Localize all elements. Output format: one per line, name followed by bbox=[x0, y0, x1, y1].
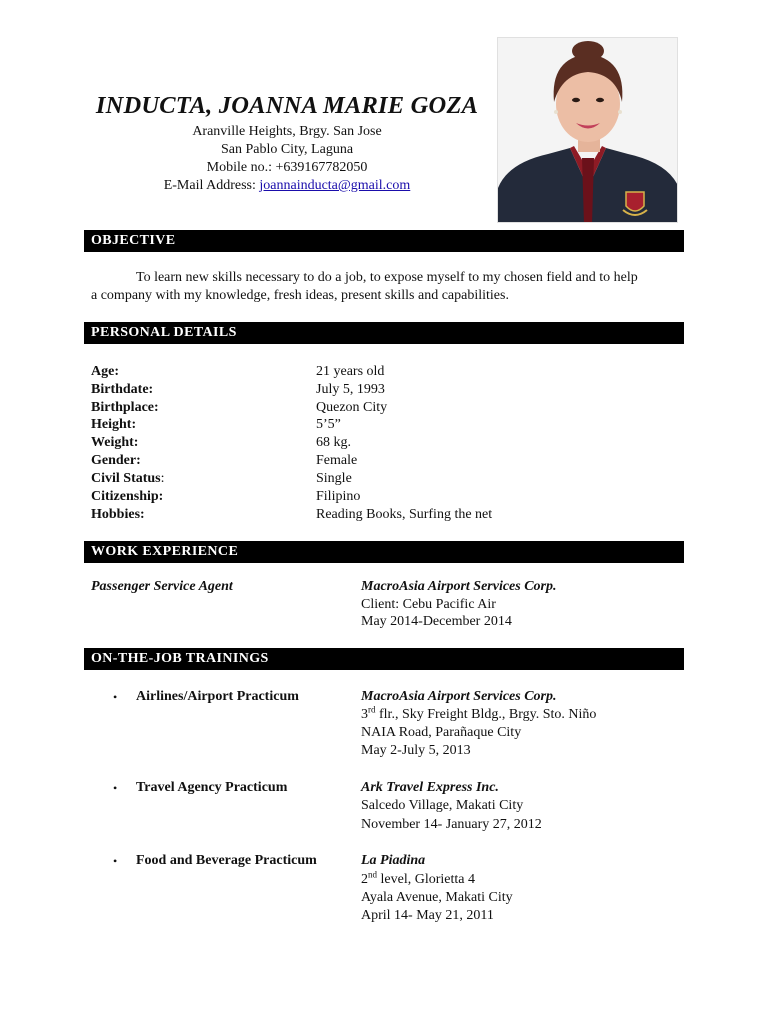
ojt-3-period: April 14- May 21, 2011 bbox=[361, 908, 494, 923]
detail-value-hobbies: Reading Books, Surfing the net bbox=[316, 507, 493, 522]
address-line-2: San Pablo City, Laguna bbox=[220, 142, 354, 157]
ojt-3-address-1 bbox=[361, 871, 475, 889]
ojt-1-floor-number: 3 bbox=[361, 707, 368, 722]
mobile-number: Mobile no.: +639167782050 bbox=[206, 160, 368, 175]
applicant-name: INDUCTA, JOANNA MARIE GOZA bbox=[95, 92, 479, 119]
ojt-1-ordinal: rd bbox=[368, 704, 376, 715]
ojt-2-period: November 14- January 27, 2012 bbox=[361, 817, 542, 832]
detail-value-birthplace: Quezon City bbox=[316, 400, 388, 415]
civil-status-text: Civil Status bbox=[91, 471, 161, 486]
work-client: Client: Cebu Pacific Air bbox=[361, 597, 496, 612]
ojt-1-company: MacroAsia Airport Services Corp. bbox=[361, 689, 557, 704]
bullet-icon: • bbox=[113, 781, 118, 795]
detail-value-birthdate: July 5, 1993 bbox=[316, 382, 385, 397]
email-link[interactable]: joannainducta@gmail.com bbox=[259, 178, 411, 193]
bullet-icon: • bbox=[113, 854, 118, 868]
work-position: Passenger Service Agent bbox=[91, 579, 233, 594]
portrait-illustration bbox=[498, 38, 678, 223]
address-line-1: Aranville Heights, Brgy. San Jose bbox=[192, 124, 382, 139]
ojt-3-title: Food and Beverage Practicum bbox=[136, 853, 317, 868]
detail-value-weight: 68 kg. bbox=[316, 435, 351, 450]
ojt-2-address: Salcedo Village, Makati City bbox=[361, 798, 524, 813]
email-line bbox=[84, 177, 490, 195]
bullet-icon: • bbox=[113, 690, 118, 704]
detail-label-weight: Weight: bbox=[91, 435, 139, 450]
profile-photo bbox=[497, 37, 678, 223]
ojt-heading: ON-THE-JOB TRAININGS bbox=[84, 648, 684, 670]
detail-value-civil-status: Single bbox=[316, 471, 352, 486]
ojt-2-title: Travel Agency Practicum bbox=[136, 780, 288, 795]
ojt-1-address-1 bbox=[361, 706, 596, 724]
personal-details-heading: PERSONAL DETAILS bbox=[84, 322, 684, 344]
detail-label-height: Height: bbox=[91, 417, 137, 432]
detail-label-hobbies: Hobbies: bbox=[91, 507, 145, 522]
ojt-3-level-number: 2 bbox=[361, 872, 368, 887]
ojt-1-title: Airlines/Airport Practicum bbox=[136, 689, 299, 704]
objective-text-line-2: a company with my knowledge, fresh ideas, present skills and capabilities. bbox=[91, 288, 509, 303]
detail-label-civil-status: Civil Status: bbox=[91, 471, 165, 486]
detail-value-citizenship: Filipino bbox=[316, 489, 361, 504]
email-label: E-Mail Address: bbox=[163, 178, 260, 193]
work-experience-heading: WORK EXPERIENCE bbox=[84, 541, 684, 563]
ojt-3-ordinal: nd bbox=[368, 869, 377, 880]
ojt-1-address-2: NAIA Road, Parañaque City bbox=[361, 725, 522, 740]
detail-label-gender: Gender: bbox=[91, 453, 141, 468]
ojt-3-address-rest: level, Glorietta 4 bbox=[377, 872, 475, 887]
detail-value-height: 5’5” bbox=[316, 417, 341, 432]
objective-heading: OBJECTIVE bbox=[84, 230, 684, 252]
ojt-3-company: La Piadina bbox=[361, 853, 426, 868]
work-company: MacroAsia Airport Services Corp. bbox=[361, 579, 557, 594]
emblem-icon bbox=[623, 192, 647, 215]
work-period: May 2014-December 2014 bbox=[361, 614, 512, 629]
detail-label-citizenship: Citizenship: bbox=[91, 489, 164, 504]
ojt-3-address-2: Ayala Avenue, Makati City bbox=[361, 890, 513, 905]
ojt-1-address-rest: flr., Sky Freight Bldg., Brgy. Sto. Niño bbox=[375, 707, 597, 722]
objective-text-line-1: To learn new skills necessary to do a job, to expose myself to my chosen field and to help bbox=[136, 270, 638, 285]
detail-value-gender: Female bbox=[316, 453, 358, 468]
ojt-1-period: May 2-July 5, 2013 bbox=[361, 743, 471, 758]
detail-label-age: Age: bbox=[91, 364, 119, 379]
detail-label-birthdate: Birthdate: bbox=[91, 382, 154, 397]
detail-label-birthplace: Birthplace: bbox=[91, 400, 159, 415]
detail-value-age: 21 years old bbox=[316, 364, 385, 379]
ojt-2-company: Ark Travel Express Inc. bbox=[361, 780, 499, 795]
